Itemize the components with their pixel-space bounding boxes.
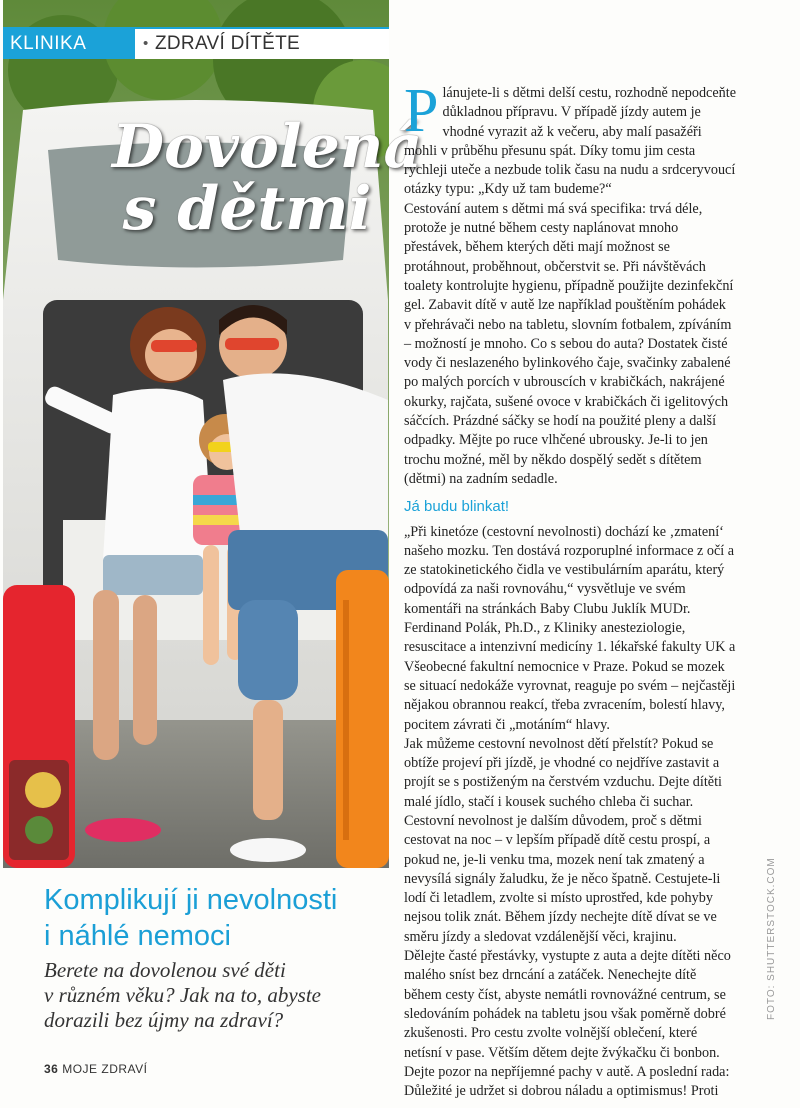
section-tag-bar (3, 27, 389, 59)
page-number: 36 (44, 1062, 59, 1076)
magazine-name: MOJE ZDRAVÍ (62, 1062, 148, 1076)
article-subtitle (44, 882, 384, 954)
paragraph-advice: Dělejte časté přestávky, vystupte z auta a dejte dítěti něco malého sníst bez drncání a zatáček. Nenechejte dítě během cesty číst, abyste nemátli rovnovážné centrum, se sledováním pohádek na tabletu jsou však poměrně dobré zkušenosti. Pro cestu zvolte volnější oblečení, které netísní v pase. Větším dětem dejte žvýkačku či bonbon. Dejte pozor na nepříjemné pachy v autě. A poslední rada: Důležité je udržet si dobrou náladu a optimismus! Proti (404, 948, 731, 1100)
section-heading: Já budu blinkat! (404, 498, 510, 516)
article-headline (112, 112, 423, 244)
section-label: ZDRAVÍ DÍTĚTE (155, 33, 300, 54)
drop-cap: P (404, 77, 439, 145)
lead-line-2: v různém věku? Jak na to, abyste (44, 983, 321, 1007)
photo-credit: FOTO: SHUTTERSTOCK.COM (766, 857, 777, 1020)
separator-dot: • (143, 35, 149, 52)
paragraph-car-travel: Cestování autem s dětmi má svá specifika: trvá déle, protože je nutné během cesty naplánovat mnoho přestávek, během kterých děti mají možnost se protáhnout, proběhnout, občerstvit se. Při návštěvách toalety kontrolujte hygienu, případně použijte dezinfekční gel. Zabavit dítě v autě lze například pouštěním pohádek v přehrávači nebo na tabletu, slovním fotbalem, zpíváním – možností je mnoho. Co s sebou do auta? Dostatek čisté vody či neslazeného bylinkového čaje, svačinky zabalené po malých porcích v ubrouscích v krabičkách, nakrájené okurky, rajčata, sušené ovoce v krabičkách či igelitových sáčcích. Prázdné sáčky se hodí na použité pleny a další odpadky. Mějte po ruce vlhčené ubrousky. Je-li to jen trochu možné, měl by někdo dospělý sedět s dítětem (dětmi) na zadním sedadle. (404, 200, 734, 487)
lead-line-1: Berete na dovolenou své děti (44, 958, 286, 982)
paragraph-intro-text: lánujete-li s dětmi delší cestu, rozhodně nepodceňte důkladnou přípravu. V případě jízdy autem je vhodné vyrazit až k večeru, aby malí pasažéři mohli v průběhu přesunu spát. Díky tomu jim cesta rychleji uteče a nezbude tolik času na nudu a srdceryvoucí otázky typu: „Kdy už tam budeme?“ (404, 85, 736, 198)
subtitle-line-1: Komplikují ji nevolnosti (44, 884, 338, 916)
paragraph-tips: Jak můžeme cestovní nevolnost dětí přelstít? Pokud se obtíže projeví při jízdě, je vhodné co nejdříve zastavit a projít se s postiženým na čerstvém vzduchu. Dejte dítěti malé jídlo, stačí i kousek suchého chleba či suchar. Cestovní nevolnost je dalším důvodem, proč s dětmi cestovat na noc – v lepším případě dítě cestu prospí, a pokud ne, je-li venku tma, mozek není tak zmatený a nevysílá signály žaludku, že je něco špatně. Cestujete-li lodí či letadlem, zvolte si místo uprostřed, kde pohyby nejsou tolik znát. Během jízdy nechejte dítě dívat se ve směru jízdy a sledovat vzdálenější věci, krajinu. (404, 735, 722, 945)
paragraph-kinetosis: „Při kinetóze (cestovní nevolnosti) dochází ke ‚zmatení‘ našeho mozku. Ten dostává rozporuplné informace z očí a ze statokinetického čidla ve vestibulárním aparátu, který odpovídá za naši rovnováhu,“ vysvětluje ve svém komentáři na stránkách Baby Clubu Juklík MUDr. Ferdinand Polák, Ph.D., z Kliniky anesteziologie, resuscitace a intenzivní medicíny 1. lékařské fakulty UK a Všeobecné fakultní nemocnice v Praze. Pokud se mozek se situací nedokáže vyrovnat, reaguje po svém – nejčastěji nějakou obrannou reakcí, třeba zvracením, bolestí hlavy, pocitem závrati či „motáním“ hlavy. (404, 523, 736, 733)
article-body (404, 77, 736, 1101)
headline-line-2: s dětmi (122, 174, 372, 244)
paragraph-intro (404, 77, 736, 200)
page-footer (44, 1062, 147, 1076)
lead-line-3: dorazili bez újmy na zdraví? (44, 1008, 284, 1032)
article-lead (44, 958, 384, 1033)
headline-line-1: Dovolená (112, 112, 423, 182)
subtitle-line-2: i náhlé nemoci (44, 920, 231, 952)
category-label: KLINIKA (3, 29, 135, 59)
